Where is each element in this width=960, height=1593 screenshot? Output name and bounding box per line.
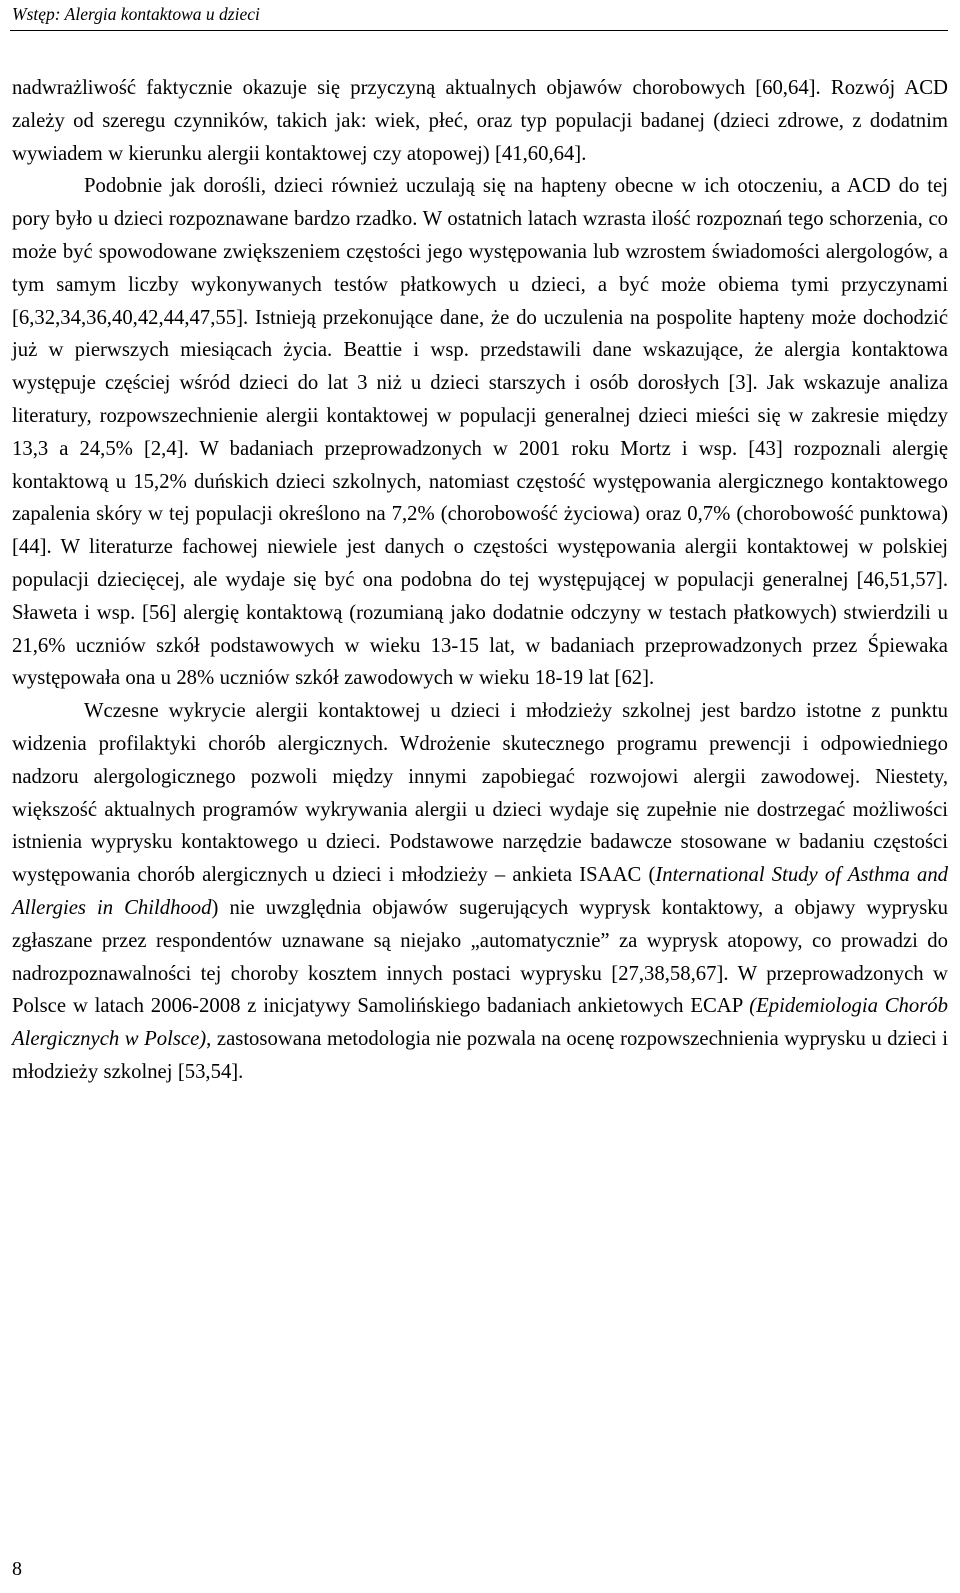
page-number: 8: [12, 1558, 22, 1580]
running-header: Wstęp: Alergia kontaktowa u dzieci: [12, 4, 260, 24]
paragraph-2-text: Podobnie jak dorośli, dzieci również uczulają się na hapteny obecne w ich otoczeniu, a ACD do tej pory było u dzieci rozpoznawane bardzo rzadko. W ostatnich latach wzrasta ilość rozpoznań tego schorzenia, co może być spowodowane zwiększeniem częstości jego występowania lub wzrostem świadomości alergologów, a tym samym liczby wykonywanych testów płatkowych u dzieci, a być może obiema tymi przyczynami [6,32,34,36,40,42,44,47,55]. Istnieją przekonujące dane, że do uczulenia na pospolite hapteny może dochodzić już w pierwszych miesiącach życia. Beattie i wsp. przedstawili dane wskazujące, że alergia kontaktowa występuje częściej wśród dzieci do lat 3 niż u dzieci starszych i osób dorosłych [3]. Jak wskazuje analiza literatury, rozpowszechnienie alergii kontaktowej w populacji generalnej dzieci mieści się w zakresie między 13,3 a 24,5% [2,4]. W badaniach przeprowadzonych w 2001 roku Mortz i wsp. [43] rozpoznali alergię kontaktową u 15,2% duńskich dzieci szkolnych, natomiast częstość występowania alergicznego kontaktowego zapalenia skóry w tej populacji określono na 7,2% (chorobowość życiowa) oraz 0,7% (chorobowość punktowa) [44]. W literaturze fachowej niewiele jest danych o częstości występowania alergii kontaktowej w polskiej populacji dziecięcej, ale wydaje się być ona podobna do tej występującej w populacji generalnej [46,51,57]. Sławeta i wsp. [56] alergię kontaktową (rozumianą jako dodatnie odczyny w testach płatkowych) stwierdzili u 21,6% uczniów szkół podstawowych w wieku 13-15 lat, w badaniach przeprowadzonych przez Śpiewaka występowała ona u 28% uczniów szkół zawodowych w wieku 18-19 lat [62].: [12, 175, 948, 690]
ecap-study-name: (Epidemiologia Chorób Alergicznych w Polsce): [12, 995, 948, 1051]
body-text: [12, 72, 948, 1089]
paragraph-1: [12, 72, 948, 170]
isaac-study-name: International Study of Asthma and Allergies in Childhood: [12, 864, 949, 919]
paragraph-3-text-2: ) nie uwzględnia objawów sugerujących wyprysk kontaktowy, a objawy wyprysku zgłaszane przez respondentów uznawane są niejako „automatycznie” za wyprysk atopowy, co prowadzi do nadrozpoznawalności tej choroby kosztem innych postaci wyprysku [27,38,58,67]. W przeprowadzonych w Polsce w latach 2006-2008 z inicjatywy Samolińskiego badaniach ankietowych ECAP: [12, 896, 948, 1018]
paragraph-3-text-1: Wczesne wykrycie alergii kontaktowej u dzieci i młodzieży szkolnej jest bardzo istotne z punktu widzenia profilaktyki chorób alergicznych. Wdrożenie skutecznego programu prewencji i odpowiedniego nadzoru alergologicznego pozwoli między innymi zapobiegać rozwojowi alergii zawodowej. Niestety, większość aktualnych programów wykrywania alergii u dzieci wydaje się zupełnie nie dostrzegać możliwości istnienia wyprysku kontaktowego u dzieci. Podstawowe narzędzie badawcze stosowane w badaniu częstości występowania chorób alergicznych u dzieci i młodzieży – ankieta ISAAC (: [12, 700, 948, 887]
header-divider: [10, 30, 948, 31]
paragraph-3-text-3: , zastosowana metodologia nie pozwala na ocenę rozpowszechnienia wyprysku u dzieci i młodzieży szkolnej [53,54].: [12, 1028, 948, 1083]
paragraph-2: [12, 170, 948, 695]
paragraph-1-text: nadwrażliwość faktycznie okazuje się przyczyną aktualnych objawów chorobowych [60,64]. Rozwój ACD zależy od szeregu czynników, takich jak: wiek, płeć, oraz typ populacji badanej (dzieci zdrowe, z dodatnim wywiadem w kierunku alergii kontaktowej czy atopowej) [41,60,64].: [12, 77, 948, 165]
paragraph-3: [12, 695, 948, 1089]
